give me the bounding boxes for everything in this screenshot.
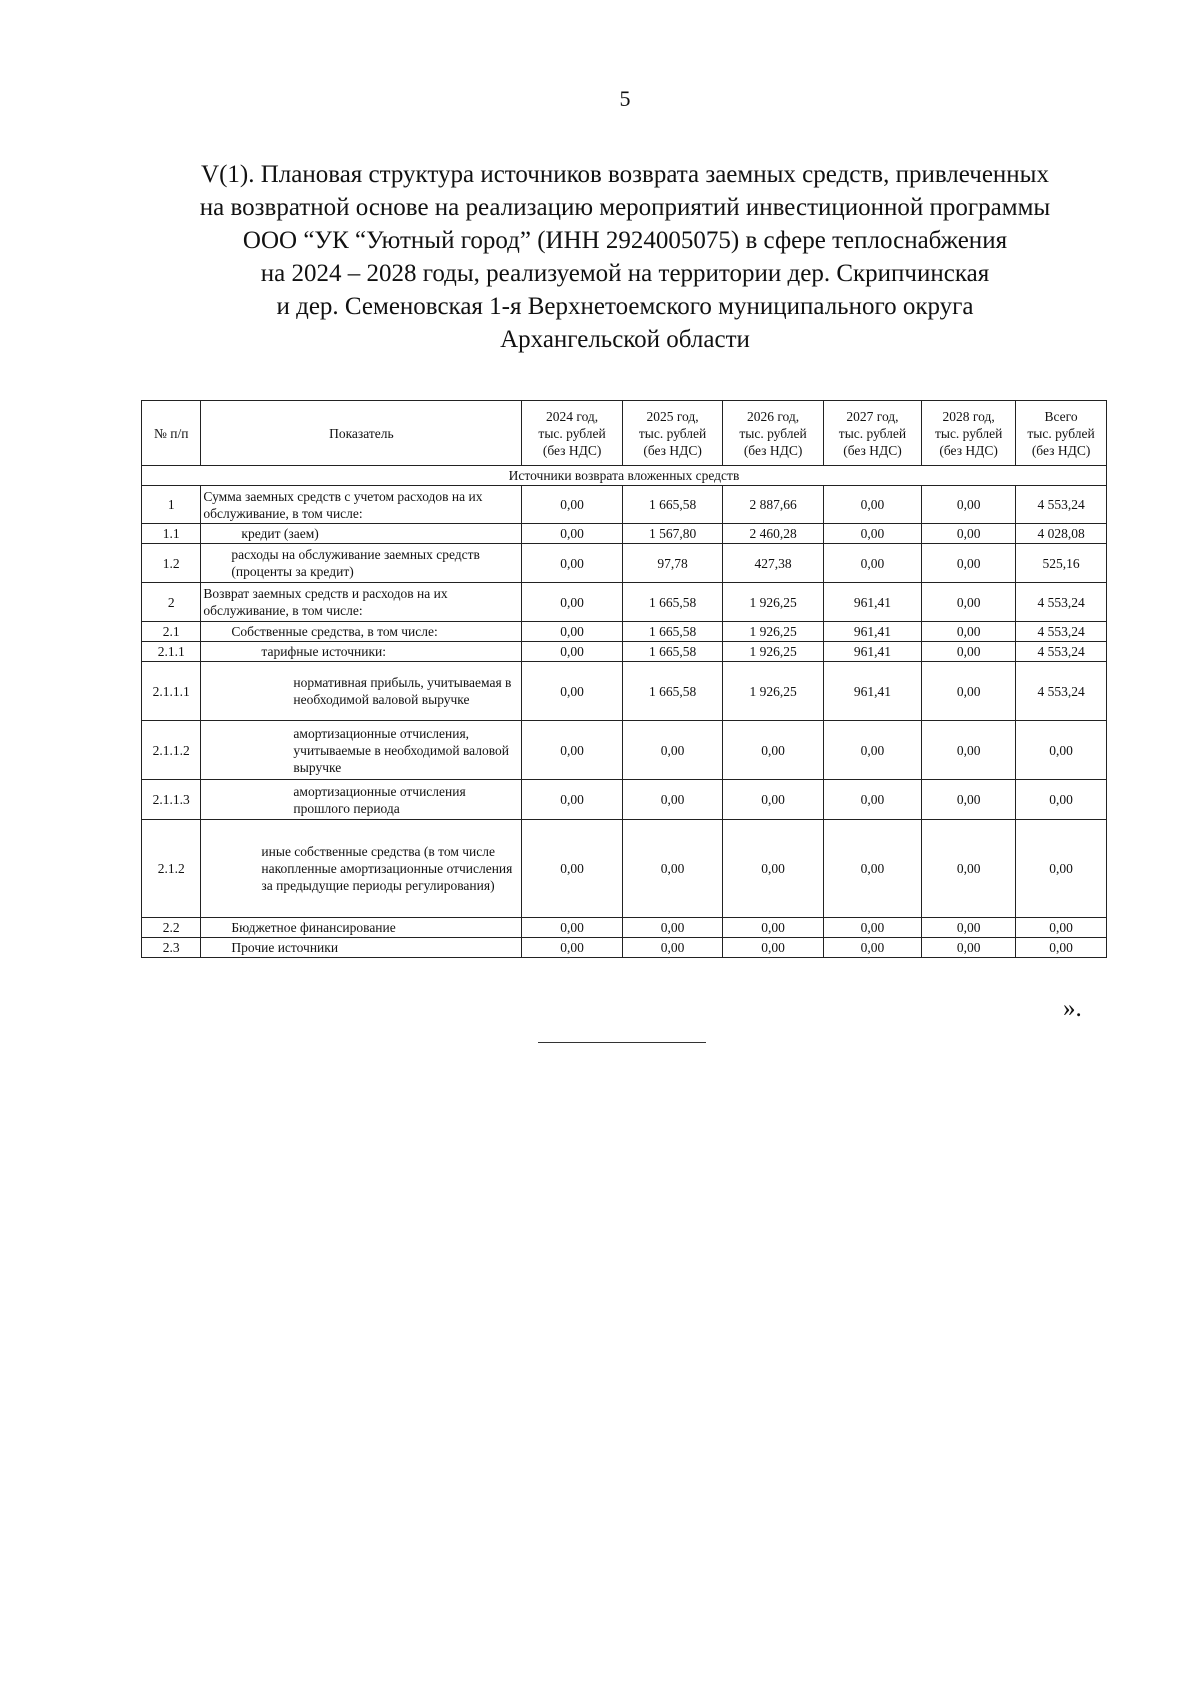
- row-num: 2.1.1.2: [142, 721, 201, 780]
- cell-2027: 961,41: [823, 642, 921, 662]
- table-row: [142, 820, 1107, 918]
- header-year-2025: [622, 401, 722, 466]
- row-indicator: тарифные источники:: [201, 642, 522, 662]
- cell-2024: 0,00: [522, 780, 622, 820]
- row-indicator: иные собственные средства (в том числе накопленные амортизационные отчисления за предыдущие периоды регулирования): [201, 820, 522, 918]
- cell-2028: 0,00: [922, 918, 1016, 938]
- row-indicator: Прочие источники: [201, 938, 522, 958]
- page-number: 5: [619, 86, 631, 111]
- header-line: тыс. рублей: [739, 425, 807, 441]
- cell-2025: 0,00: [622, 918, 722, 938]
- table-row: [142, 544, 1107, 583]
- table-row: [142, 486, 1107, 524]
- table-row: [142, 524, 1107, 544]
- cell-2027: 0,00: [823, 780, 921, 820]
- cell-2025: 1 665,58: [622, 486, 722, 524]
- cell-2028: 0,00: [922, 544, 1016, 583]
- cell-total: 4 553,24: [1016, 622, 1107, 642]
- cell-2026: 1 926,25: [723, 622, 823, 642]
- cell-2024: 0,00: [522, 918, 622, 938]
- row-indicator: Возврат заемных средств и расходов на их обслуживание, в том числе:: [201, 583, 522, 622]
- cell-2028: 0,00: [922, 642, 1016, 662]
- cell-2025: 1 665,58: [622, 662, 722, 721]
- header-line: (без НДС): [743, 442, 803, 458]
- table-row: [142, 938, 1107, 958]
- document-title: [140, 158, 1110, 356]
- header-line: тыс. рублей: [538, 425, 606, 441]
- cell-2027: 0,00: [823, 721, 921, 780]
- cell-2027: 961,41: [823, 622, 921, 642]
- header-indicator: Показатель: [201, 401, 522, 466]
- row-indicator: расходы на обслуживание заемных средств (проценты за кредит): [201, 544, 522, 583]
- table-row: [142, 662, 1107, 721]
- row-indicator: нормативная прибыль, учитываемая в необходимой валовой выручке: [201, 662, 522, 721]
- table-row: [142, 918, 1107, 938]
- cell-2026: 2 887,66: [723, 486, 823, 524]
- cell-2024: 0,00: [522, 642, 622, 662]
- table-row: [142, 583, 1107, 622]
- cell-2025: 0,00: [622, 721, 722, 780]
- cell-2026: 427,38: [723, 544, 823, 583]
- cell-2028: 0,00: [922, 938, 1016, 958]
- row-num: 2.1.1.1: [142, 662, 201, 721]
- cell-2028: 0,00: [922, 622, 1016, 642]
- row-num: 2.1: [142, 622, 201, 642]
- table-row: [142, 721, 1107, 780]
- cell-2025: 1 567,80: [622, 524, 722, 544]
- header-line: Всего: [1044, 408, 1078, 424]
- row-num: 2.2: [142, 918, 201, 938]
- cell-2024: 0,00: [522, 662, 622, 721]
- row-num: 1: [142, 486, 201, 524]
- cell-2027: 0,00: [823, 918, 921, 938]
- section-row: [142, 466, 1107, 486]
- cell-total: 0,00: [1016, 918, 1107, 938]
- title-line: ООО “УК “Уютный город” (ИНН 2924005075) в сфере теплоснабжения: [242, 227, 1008, 254]
- cell-2027: 0,00: [823, 544, 921, 583]
- row-indicator: амортизационные отчисления, учитываемые в необходимой валовой выручке: [201, 721, 522, 780]
- cell-total: 4 553,24: [1016, 486, 1107, 524]
- header-line: (без НДС): [1031, 442, 1091, 458]
- cell-2026: 0,00: [723, 918, 823, 938]
- header-line: 2024 год,: [546, 408, 599, 424]
- header-year-2027: [823, 401, 921, 466]
- cell-2024: 0,00: [522, 820, 622, 918]
- header-line: (без НДС): [643, 442, 702, 458]
- cell-2024: 0,00: [522, 622, 622, 642]
- cell-2024: 0,00: [522, 524, 622, 544]
- cell-total: 4 553,24: [1016, 583, 1107, 622]
- row-num: 2: [142, 583, 201, 622]
- cell-2024: 0,00: [522, 938, 622, 958]
- cell-2026: 0,00: [723, 721, 823, 780]
- header-line: 2025 год,: [646, 408, 699, 424]
- end-divider-line: [538, 1042, 706, 1043]
- cell-2028: 0,00: [922, 662, 1016, 721]
- cell-2028: 0,00: [922, 486, 1016, 524]
- cell-total: 4 553,24: [1016, 662, 1107, 721]
- cell-total: 0,00: [1016, 938, 1107, 958]
- header-num: № п/п: [142, 401, 201, 466]
- table-header-row: [142, 401, 1107, 466]
- funding-structure-table: [141, 400, 1107, 958]
- header-total: [1016, 401, 1107, 466]
- cell-total: 0,00: [1016, 780, 1107, 820]
- cell-2025: 1 665,58: [622, 642, 722, 662]
- cell-2027: 0,00: [823, 820, 921, 918]
- title-line: Архангельской области: [500, 326, 750, 353]
- cell-2026: 1 926,25: [723, 583, 823, 622]
- header-line: тыс. рублей: [838, 425, 907, 441]
- cell-2025: 1 665,58: [622, 583, 722, 622]
- cell-2027: 0,00: [823, 524, 921, 544]
- table-row: [142, 780, 1107, 820]
- row-indicator: амортизационные отчисления прошлого периода: [201, 780, 522, 820]
- closing-quote-mark: ».: [1063, 995, 1082, 1022]
- row-num: 2.1.1.3: [142, 780, 201, 820]
- header-year-2026: [723, 401, 823, 466]
- row-num: 2.1.1: [142, 642, 201, 662]
- header-line: (без НДС): [542, 442, 602, 458]
- cell-2028: 0,00: [922, 583, 1016, 622]
- cell-total: 0,00: [1016, 820, 1107, 918]
- header-line: (без НДС): [843, 442, 902, 458]
- title-line: на 2024 – 2028 годы, реализуемой на территории дер. Скрипчинская: [260, 260, 990, 287]
- title-line: и дер. Семеновская 1-я Верхнетоемского муниципального округа: [276, 293, 974, 320]
- cell-total: 525,16: [1016, 544, 1107, 583]
- row-num: 1.1: [142, 524, 201, 544]
- header-line: 2028 год,: [942, 408, 995, 424]
- cell-2028: 0,00: [922, 524, 1016, 544]
- cell-2025: 0,00: [622, 780, 722, 820]
- cell-2025: 1 665,58: [622, 622, 722, 642]
- cell-2024: 0,00: [522, 544, 622, 583]
- cell-2028: 0,00: [922, 820, 1016, 918]
- cell-2026: 0,00: [723, 820, 823, 918]
- cell-2025: 97,78: [622, 544, 722, 583]
- cell-2027: 0,00: [823, 938, 921, 958]
- cell-2024: 0,00: [522, 721, 622, 780]
- header-line: тыс. рублей: [934, 425, 1003, 441]
- header-line: 2026 год,: [746, 408, 800, 424]
- title-line: на возвратной основе на реализацию мероприятий инвестиционной программы: [199, 194, 1051, 221]
- table-row: [142, 642, 1107, 662]
- header-line: (без НДС): [939, 442, 998, 458]
- cell-total: 0,00: [1016, 721, 1107, 780]
- cell-2027: 0,00: [823, 486, 921, 524]
- cell-2028: 0,00: [922, 721, 1016, 780]
- cell-2025: 0,00: [622, 938, 722, 958]
- row-num: 1.2: [142, 544, 201, 583]
- row-indicator: Собственные средства, в том числе:: [201, 622, 522, 642]
- cell-total: 4 028,08: [1016, 524, 1107, 544]
- cell-2026: 0,00: [723, 938, 823, 958]
- cell-2027: 961,41: [823, 662, 921, 721]
- cell-2028: 0,00: [922, 780, 1016, 820]
- cell-2026: 1 926,25: [723, 662, 823, 721]
- row-indicator: кредит (заем): [201, 524, 522, 544]
- header-line: тыс. рублей: [638, 425, 707, 441]
- header-line: 2027 год,: [846, 408, 899, 424]
- cell-total: 4 553,24: [1016, 642, 1107, 662]
- cell-2027: 961,41: [823, 583, 921, 622]
- cell-2025: 0,00: [622, 820, 722, 918]
- row-indicator: Сумма заемных средств с учетом расходов на их обслуживание, в том числе:: [201, 486, 522, 524]
- row-indicator: Бюджетное финансирование: [201, 918, 522, 938]
- cell-2026: 0,00: [723, 780, 823, 820]
- table-row: [142, 622, 1107, 642]
- cell-2026: 1 926,25: [723, 642, 823, 662]
- row-num: 2.3: [142, 938, 201, 958]
- cell-2026: 2 460,28: [723, 524, 823, 544]
- header-year-2028: [922, 401, 1016, 466]
- header-year-2024: [522, 401, 622, 466]
- title-line: V(1). Плановая структура источников возврата заемных средств, привлеченных: [201, 161, 1049, 188]
- row-num: 2.1.2: [142, 820, 201, 918]
- cell-2024: 0,00: [522, 486, 622, 524]
- section-title: Источники возврата вложенных средств: [142, 466, 1107, 486]
- cell-2024: 0,00: [522, 583, 622, 622]
- header-line: тыс. рублей: [1027, 425, 1095, 441]
